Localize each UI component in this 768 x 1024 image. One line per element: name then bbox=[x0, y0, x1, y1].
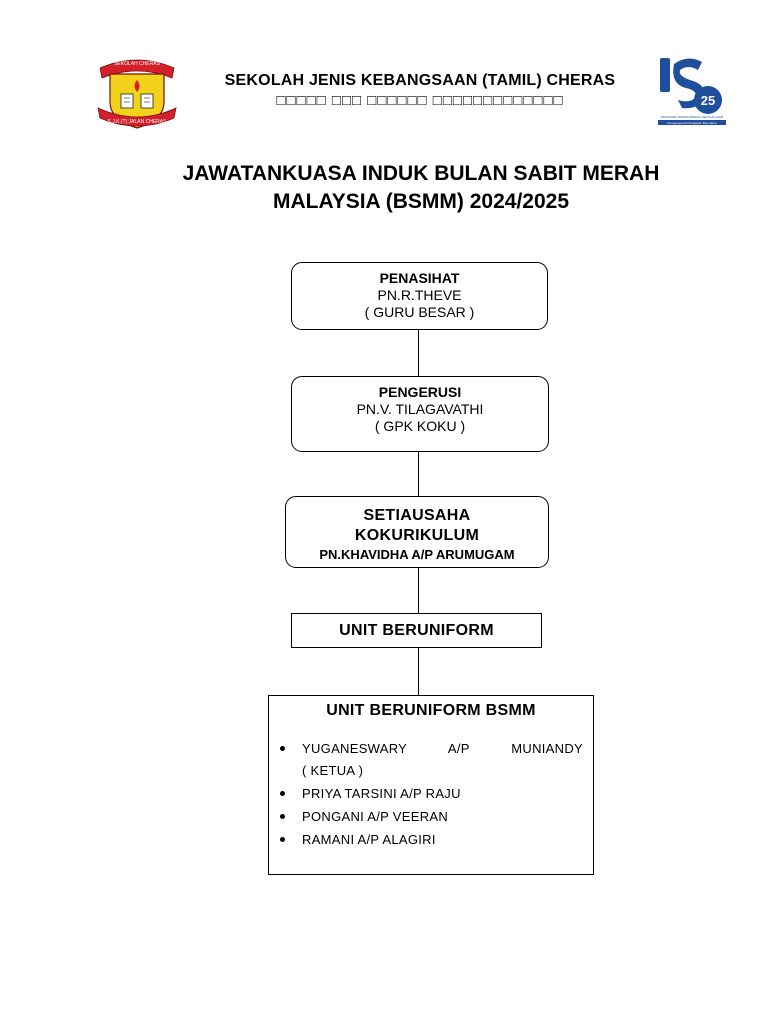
members-box bbox=[268, 695, 594, 875]
connector-secretary-unit bbox=[418, 568, 419, 613]
advisor-box bbox=[291, 262, 548, 330]
school-name-tamil: □□□□□ □□□ □□□□□□ □□□□□□□□□□□□□ bbox=[276, 92, 564, 109]
advisor-note: ( GURU BESAR ) bbox=[364, 304, 475, 320]
list-item: YUGANESWARY A/P MUNIANDY bbox=[279, 737, 583, 760]
school-crest-logo bbox=[94, 50, 180, 132]
list-item: PRIYA TARSINI A/P RAJU bbox=[279, 782, 583, 805]
unit-label: UNIT BERUNIFORM bbox=[339, 622, 494, 639]
title-line-2: MALAYSIA (BSMM) 2024/2025 bbox=[272, 190, 570, 213]
members-list bbox=[279, 737, 583, 851]
secretary-name: PN.KHAVIDHA A/P ARUMUGAM bbox=[319, 547, 515, 562]
list-item: PONGANI A/P VEERAN bbox=[279, 805, 583, 828]
svg-text:SEKOLAH CHERAS: SEKOLAH CHERAS bbox=[114, 61, 160, 67]
members-title: UNIT BERUNIFORM BSMM bbox=[326, 702, 536, 719]
svg-text:Pengupaya Pembelajaran Bermakn: Pengupaya Pembelajaran Bermakna bbox=[667, 121, 717, 125]
chair-name: PN.V. TILAGAVATHI bbox=[356, 401, 484, 417]
document-title bbox=[120, 160, 722, 216]
connector-advisor-chair bbox=[418, 330, 419, 376]
connector-chair-secretary bbox=[418, 452, 419, 496]
list-item: RAMANI A/P ALAGIRI bbox=[279, 828, 583, 851]
secretary-role-line-1: SETIAUSAHA bbox=[363, 507, 471, 524]
chair-box bbox=[291, 376, 549, 452]
secretary-role-line-2: KOKURIKULUM bbox=[354, 527, 480, 544]
school-name: SEKOLAH JENIS KEBANGSAAN (TAMIL) CHERAS bbox=[224, 72, 616, 89]
ts25-logo bbox=[656, 54, 728, 126]
connector-unit-members bbox=[418, 648, 419, 695]
svg-text:PROGRAM TRANSFORMASI SEKOLAH 2: PROGRAM TRANSFORMASI SEKOLAH 2025 bbox=[660, 115, 724, 119]
chair-note: ( GPK KOKU ) bbox=[374, 418, 466, 434]
title-line-1: JAWATANKUASA INDUK BULAN SABIT MERAH bbox=[182, 162, 660, 185]
chair-role: PENGERUSI bbox=[378, 384, 462, 400]
secretary-box bbox=[285, 496, 549, 568]
svg-text:S.J.K.(T) JALAN CHERAS: S.J.K.(T) JALAN CHERAS bbox=[107, 119, 167, 125]
advisor-name: PN.R.THEVE bbox=[377, 287, 462, 303]
unit-box bbox=[291, 613, 542, 648]
advisor-role: PENASIHAT bbox=[379, 270, 460, 286]
list-item-continuation: ( KETUA ) bbox=[302, 763, 364, 778]
svg-text:25: 25 bbox=[700, 93, 716, 108]
